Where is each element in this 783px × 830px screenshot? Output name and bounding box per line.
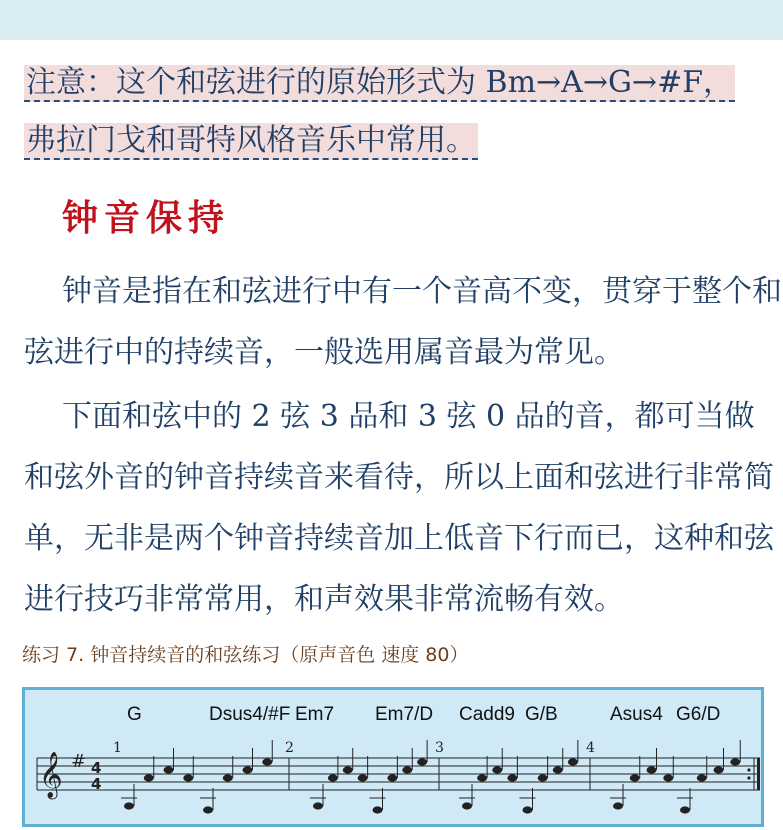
music-score [22, 687, 764, 827]
note-head [663, 774, 673, 781]
note-head [164, 766, 174, 773]
note-head [417, 758, 427, 765]
chord-label: Em7 [295, 704, 335, 725]
staff-notation [25, 730, 767, 830]
paragraph-1: 钟音是指在和弦进行中有一个音高不变，贯穿于整个和弦进行中的持续音，一般选用属音最为常见。 [24, 274, 782, 370]
note-head [402, 766, 412, 773]
measure-number: 2 [285, 740, 294, 756]
note-head [243, 766, 253, 773]
note-head [714, 766, 724, 773]
note-head [477, 774, 487, 781]
note-head [262, 758, 272, 765]
note-callout [24, 54, 774, 170]
note-head [613, 802, 623, 809]
note-head [492, 766, 502, 773]
measure-number: 3 [435, 740, 444, 756]
note-head [730, 758, 740, 765]
chord-label: Em7/D [375, 704, 434, 725]
exercise-caption: 练习 7. 钟音持续音的和弦练习（原声音色 速度 80） [22, 644, 469, 666]
chord-label: G/B [525, 704, 558, 725]
measure-number: 4 [586, 740, 595, 756]
note-head [313, 802, 323, 809]
note-head [343, 766, 353, 773]
top-color-band [0, 0, 783, 40]
note-line-1: 注意：这个和弦进行的原始形式为 Bm→A→G→#F， [26, 65, 734, 100]
time-signature-top: 4 [91, 759, 102, 777]
note-line-2: 弗拉门戈和哥特风格音乐中常用。 [26, 123, 476, 158]
note-head [373, 806, 383, 813]
note-head [553, 766, 563, 773]
time-signature-bottom: 4 [91, 775, 102, 793]
note-head [223, 774, 233, 781]
treble-clef-icon: 𝄞 [39, 752, 63, 798]
note-head [647, 766, 657, 773]
note-head [387, 774, 397, 781]
note-head [124, 802, 134, 809]
note-head [630, 774, 640, 781]
chord-label: G [127, 704, 142, 725]
sharp-icon: # [71, 751, 87, 772]
note-head [538, 774, 548, 781]
note-group [121, 740, 740, 814]
note-head [183, 774, 193, 781]
note-head [328, 774, 338, 781]
measure-number: 1 [113, 740, 122, 756]
note-head [462, 802, 472, 809]
chord-label: G6/D [676, 704, 721, 725]
note-head [523, 806, 533, 813]
note-head [203, 806, 213, 813]
note-head [507, 774, 517, 781]
note-head [697, 774, 707, 781]
note-head [568, 758, 578, 765]
chord-label: Cadd9 [459, 704, 515, 725]
section-title: 钟音保持 [62, 198, 231, 239]
chord-label: Dsus4/#F [209, 704, 291, 725]
note-head [680, 806, 690, 813]
note-head [144, 774, 154, 781]
paragraph-2: 下面和弦中的 2 弦 3 品和 3 弦 0 品的音，都可当做和弦外音的钟音持续音来看待，所以上面和弦进行非常简单，无非是两个钟音持续音加上低音下行而已，这种和弦进行技巧非常常用，和声效果非常流畅有效。 [24, 399, 774, 617]
chord-label: Asus4 [610, 704, 663, 725]
note-head [358, 774, 368, 781]
